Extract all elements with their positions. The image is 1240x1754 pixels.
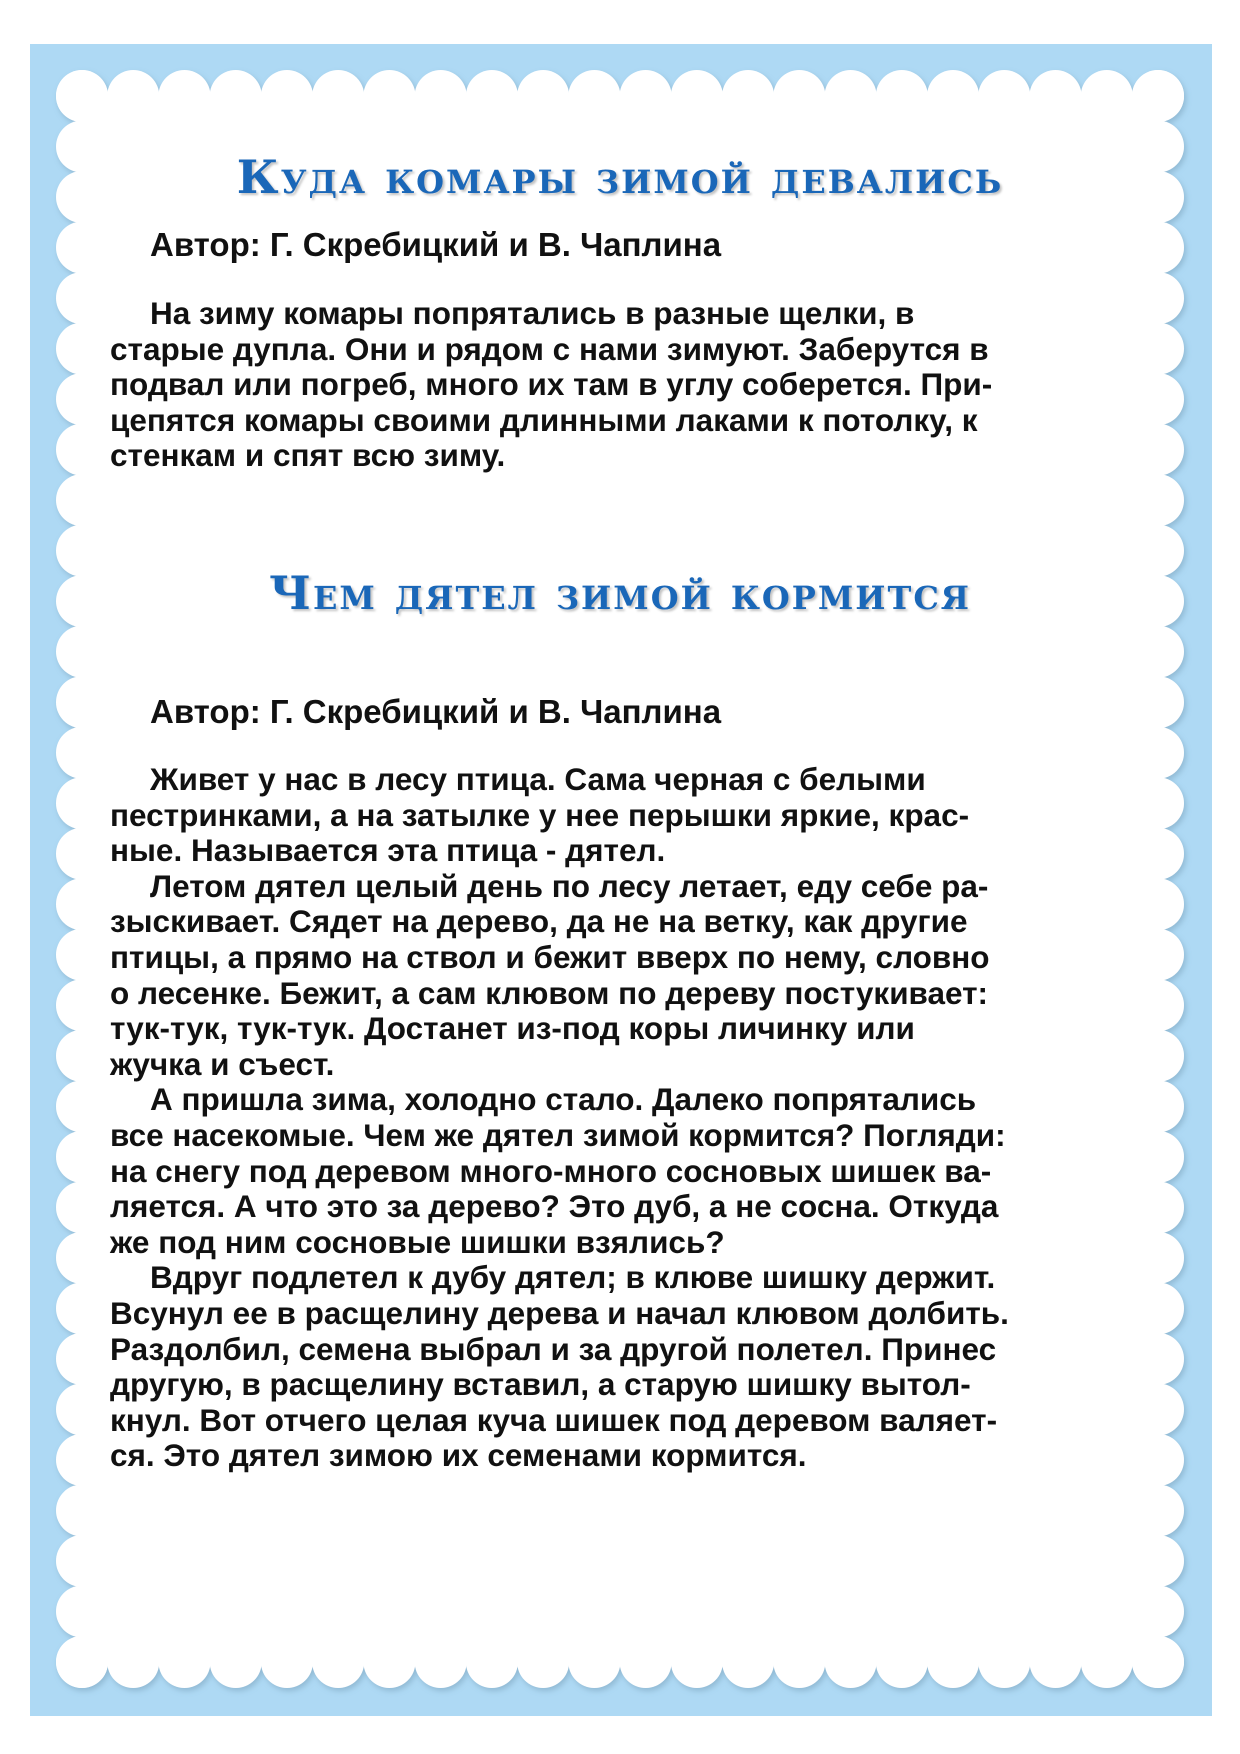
story-2-paragraph: Вдруг подлетел к дубу дятел; в клюве шишку держит. Всунул ее в расщелину дерева и начал клювом долбить. Раздолбил, семена выбрал и за другой полетел. Принес другую, в расщелину вставил, а старую шишку вытол- кнул. Вот отчего целая куча шишек под деревом валяет- ся. Это дятел зимою их семенами кормится. [110,1259,1009,1474]
story-2-body [110,762,1140,1474]
story-1-paragraph: На зиму комары попрятались в разные щелки, в старые дупла. Они и рядом с нами зимуют. Заберутся в подвал или погреб, много их там в углу соберется. При- цепятся комары своими длинными лаками к потолку, к стенкам и спят всю зиму. [110,295,993,474]
story-2-paragraph: Летом дятел целый день по лесу летает, еду себе ра- зыскивает. Сядет на дерево, да не на ветку, как другие птицы, а прямо на ствол и бежит вверх по нему, словно о лесенке. Бежит, а сам клювом по дереву постукивает: тук-тук, тук-тук. Достанет из-под коры личинку или жучка и съест. [110,867,990,1082]
story-2-paragraph: Живет у нас в лесу птица. Сама черная с белыми пестринками, а на затылке у нее перышки яркие, крас- ные. Называется эта птица - дятел. [110,761,970,869]
story-1-author: Автор: Г. Скребицкий и В. Чаплина [150,226,722,263]
story-1-title: Куда комары зимой девались [236,150,1004,204]
story-2-author: Автор: Г. Скребицкий и В. Чаплина [150,693,722,730]
story-1-body [110,296,1140,474]
story-2-title: Чем дятел зимой кормится [268,566,972,620]
story-2-paragraph: А пришла зима, холодно стало. Далеко попрятались все насекомые. Чем же дятел зимой кормится? Погляди: на снегу под деревом много-много сосновых шишек ва- ляется. А что это за дерево? Это дуб, а не сосна. Откуда же под ним сосновые шишки взялись? [110,1081,1006,1260]
